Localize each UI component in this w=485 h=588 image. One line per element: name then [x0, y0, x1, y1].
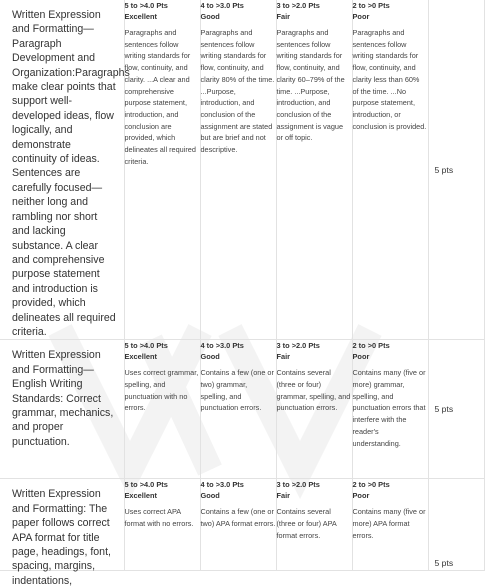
criterion-cell	[0, 0, 130, 340]
rating-range: 3 to >2.0 Pts	[276, 480, 320, 490]
rating-level: Excellent	[124, 491, 157, 501]
rating-range: 4 to >3.0 Pts	[200, 341, 244, 351]
rating-description: Paragraphs and sentences follow writing standards for flow, continuity, and clarity 60–79% of the time. ...Purpose, introduction, and conclusion of the assignment is vague or off topic.	[276, 28, 345, 143]
points-value: 5 pts	[428, 479, 484, 571]
rating-description: Contains a few (one or two) APA format errors.	[200, 507, 276, 529]
rating-description: Contains many (five or more) grammar, spelling, and punctuation errors that interfere with the reader's understanding.	[352, 368, 426, 448]
rating-excellent	[124, 479, 200, 571]
rating-description: Paragraphs and sentences follow writing standards for flow, continuity, and clarity 80% of the time. ...Purpose, introduction, and conclusion of the assignment are stated but are brief and not descriptive.	[200, 28, 275, 155]
rating-range: 2 to >0 Pts	[352, 341, 390, 351]
rating-description: Contains several (three or four) grammar, spelling, and punctuation errors.	[276, 368, 351, 413]
criterion-cell	[0, 340, 124, 479]
rating-level: Poor	[352, 352, 370, 362]
rating-range: 3 to >2.0 Pts	[276, 1, 320, 10]
rating-range: 3 to >2.0 Pts	[276, 341, 320, 351]
rating-description: Contains many (five or more) APA format errors.	[352, 507, 426, 540]
rating-level: Fair	[276, 12, 291, 21]
rating-range: 5 to >4.0 Pts	[124, 480, 168, 490]
rating-excellent	[124, 340, 200, 479]
points-value: 5 pts	[428, 340, 484, 479]
rating-level: Good	[200, 352, 220, 362]
rating-range: 5 to >4.0 Pts	[124, 1, 168, 10]
criterion-text: Written Expression and Formatting—English Writing Standards: Correct grammar, mechanics, and proper punctuation.	[12, 349, 114, 448]
rating-good	[200, 340, 276, 479]
rating-description: Uses correct APA format with no errors.	[124, 507, 194, 529]
rating-poor	[352, 479, 428, 571]
criterion-cell	[0, 479, 124, 587]
rating-description: Uses correct grammar, spelling, and punctuation with no errors.	[124, 368, 199, 413]
rating-fair	[276, 479, 352, 571]
rating-level: Excellent	[124, 12, 157, 21]
rating-fair	[276, 340, 352, 479]
rating-excellent	[124, 0, 200, 340]
rating-level: Good	[200, 491, 220, 501]
rating-description: Contains a few (one or two) grammar, spelling, and punctuation errors.	[200, 368, 274, 413]
rating-range: 5 to >4.0 Pts	[124, 341, 168, 351]
rating-range: 2 to >0 Pts	[352, 1, 390, 10]
rubric-row-apa-format	[0, 479, 484, 571]
rubric-row-english-standards	[0, 340, 484, 479]
rating-level: Good	[200, 12, 220, 21]
criterion-text: Written Expression and Formatting: The paper follows correct APA format for title page, headings, font, spacing, margins, indentations,	[12, 488, 111, 587]
rating-range: 4 to >3.0 Pts	[200, 1, 244, 10]
rating-poor	[352, 340, 428, 479]
rating-level: Fair	[276, 352, 291, 362]
rating-range: 4 to >3.0 Pts	[200, 480, 244, 490]
rating-description: Paragraphs and sentences follow writing standards for flow, continuity, and clarity. ...A clear and comprehensive purpose statement, introduction, and conclusion are provided, which delineates all required criteria.	[124, 28, 196, 166]
rating-level: Fair	[276, 491, 291, 501]
rating-fair	[276, 0, 352, 340]
rating-description: Contains several (three or four) APA format errors.	[276, 507, 337, 540]
rating-range: 2 to >0 Pts	[352, 480, 390, 490]
criterion-text: Written Expression and Formatting—Paragraph Development and Organization:Paragraphs make clear points that support well-developed ideas, flow logically, and demonstrate continuity of ideas. Sentences are carefully focused—neither long and rambling nor short and lacking substance. A clear and comprehensive purpose statement and introduction is provided, which delineates all required criteria.	[12, 9, 130, 338]
rating-poor	[352, 0, 428, 340]
points-value: 5 pts	[428, 0, 484, 340]
rating-level: Excellent	[124, 352, 157, 362]
rating-good	[200, 479, 276, 571]
rating-description: Paragraphs and sentences follow writing standards for flow, continuity, and clarity less than 60% of the time. ...No purpose statement, introduction, or conclusion is provided.	[352, 28, 427, 131]
rating-level: Poor	[352, 491, 370, 501]
rating-level: Poor	[352, 12, 370, 21]
rating-good	[200, 0, 276, 340]
